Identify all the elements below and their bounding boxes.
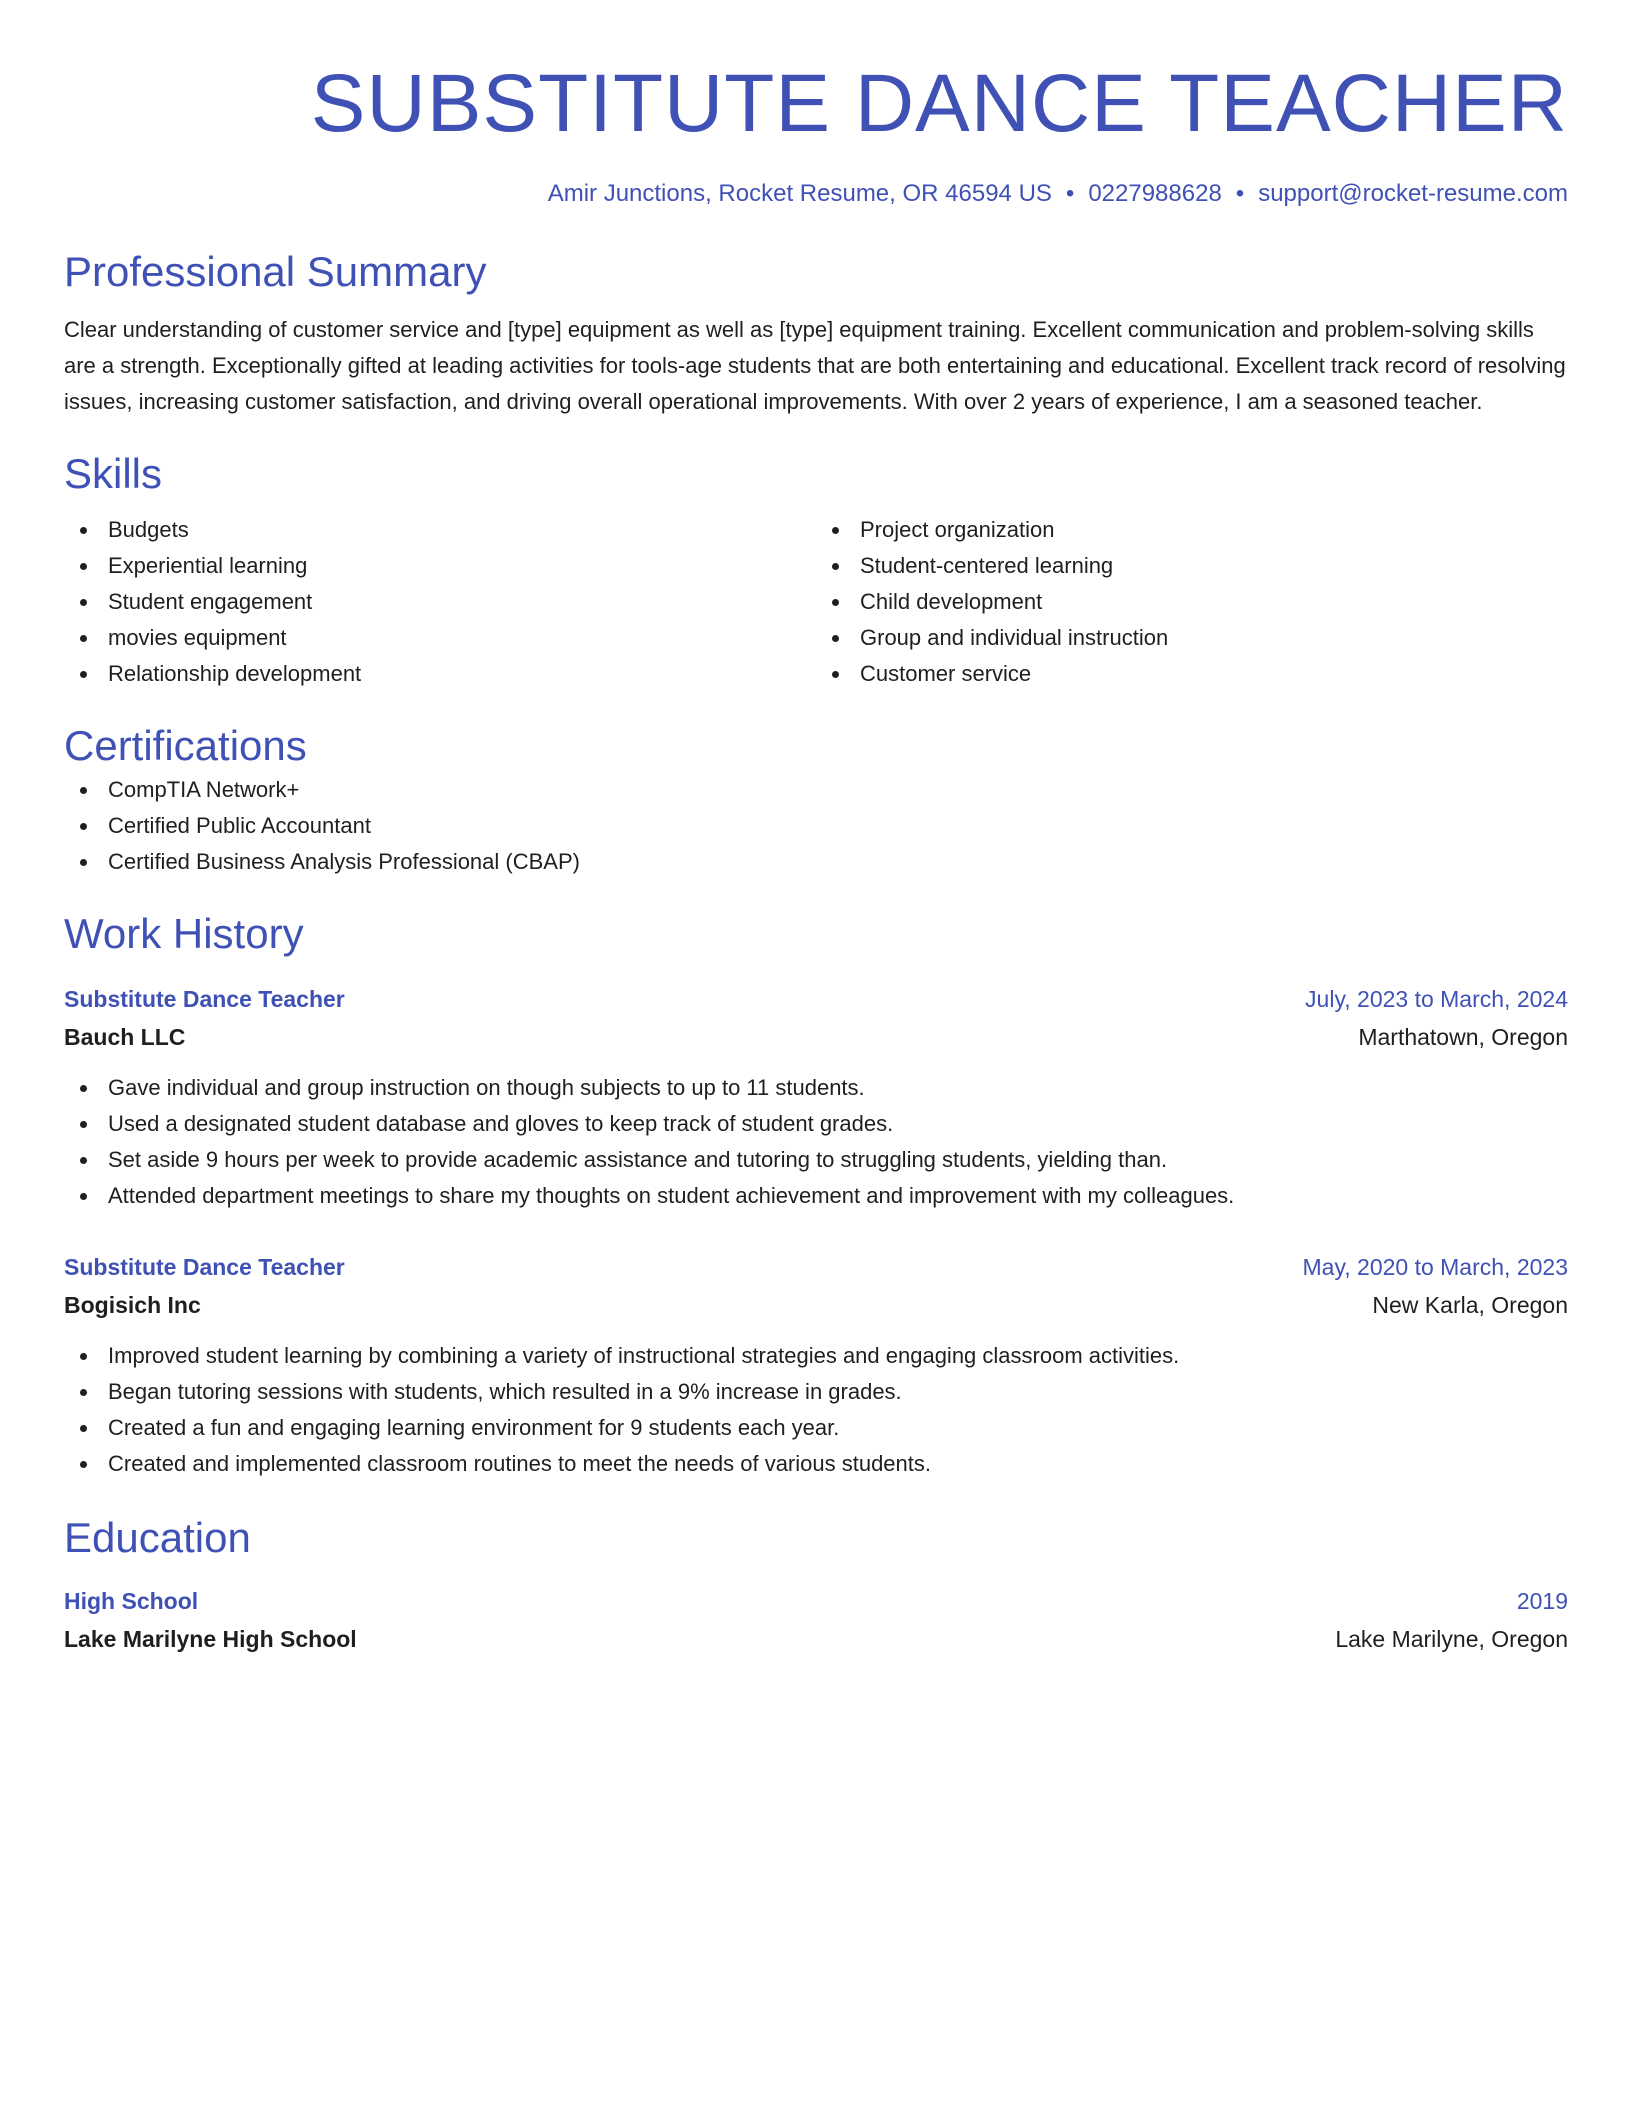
skill-item: Child development — [816, 584, 1568, 620]
job-bullets — [64, 1070, 1568, 1214]
certification-item: Certified Public Accountant — [64, 808, 1568, 844]
skill-item: Group and individual instruction — [816, 620, 1568, 656]
job-entry — [64, 1248, 1568, 1482]
job-bullet: Used a designated student database and gloves to keep track of student grades. — [64, 1106, 1568, 1142]
certifications-heading: Certifications — [64, 722, 307, 769]
skill-item: Budgets — [64, 512, 816, 548]
skill-item: Experiential learning — [64, 548, 816, 584]
summary-heading: Professional Summary — [64, 248, 487, 295]
skills-list-left — [64, 512, 816, 692]
job-bullets — [64, 1338, 1568, 1482]
job-company-row — [64, 1286, 1568, 1324]
skills-list-right — [816, 512, 1568, 692]
contact-separator: • — [1065, 180, 1075, 207]
contact-line — [64, 178, 1568, 210]
job-header-row — [64, 1248, 1568, 1286]
skills-column-left — [64, 512, 816, 692]
job-bullet: Attended department meetings to share my thoughts on student achievement and improvement with my colleagues. — [64, 1178, 1568, 1214]
certifications-list — [64, 772, 1568, 880]
resume-name: SUBSTITUTE DANCE TEACHER — [310, 58, 1568, 149]
contact-email[interactable]: support@rocket-resume.com — [1258, 180, 1568, 207]
job-company: Bogisich Inc — [64, 1292, 201, 1318]
education-school: Lake Marilyne High School — [64, 1626, 357, 1652]
education-heading: Education — [64, 1514, 251, 1561]
contact-address: Amir Junctions, Rocket Resume, OR 46594 US — [547, 180, 1052, 207]
job-entry — [64, 980, 1568, 1214]
job-dates: July, 2023 to March, 2024 — [1305, 986, 1568, 1012]
skill-item: Student-centered learning — [816, 548, 1568, 584]
job-bullet: Improved student learning by combining a variety of instructional strategies and engaging classroom activities. — [64, 1338, 1568, 1374]
education-location: Lake Marilyne, Oregon — [1335, 1626, 1568, 1652]
certification-item: CompTIA Network+ — [64, 772, 1568, 808]
job-location: Marthatown, Oregon — [1358, 1024, 1568, 1050]
contact-phone: 0227988628 — [1088, 180, 1222, 207]
skill-item: Relationship development — [64, 656, 816, 692]
work-history-heading: Work History — [64, 910, 304, 957]
education-header-row — [64, 1582, 1568, 1620]
job-bullet: Set aside 9 hours per week to provide academic assistance and tutoring to struggling students, yielding than. — [64, 1142, 1568, 1178]
skill-item: Project organization — [816, 512, 1568, 548]
job-title: Substitute Dance Teacher — [64, 1254, 345, 1280]
skill-item: movies equipment — [64, 620, 816, 656]
contact-separator: • — [1235, 180, 1245, 207]
education-school-row — [64, 1620, 1568, 1658]
skill-item: Customer service — [816, 656, 1568, 692]
job-bullet: Began tutoring sessions with students, which resulted in a 9% increase in grades. — [64, 1374, 1568, 1410]
job-company: Bauch LLC — [64, 1024, 186, 1050]
skills-heading: Skills — [64, 450, 163, 497]
job-bullet: Gave individual and group instruction on though subjects to up to 11 students. — [64, 1070, 1568, 1106]
resume-page — [64, 0, 1568, 1658]
certification-item: Certified Business Analysis Professional (CBAP) — [64, 844, 1568, 880]
job-dates: May, 2020 to March, 2023 — [1302, 1254, 1568, 1280]
job-title: Substitute Dance Teacher — [64, 986, 345, 1012]
job-location: New Karla, Oregon — [1372, 1292, 1568, 1318]
education-entry — [64, 1582, 1568, 1658]
skill-item: Student engagement — [64, 584, 816, 620]
job-company-row — [64, 1018, 1568, 1056]
skills-column-right — [816, 512, 1568, 692]
education-degree: High School — [64, 1588, 199, 1614]
education-year: 2019 — [1516, 1588, 1568, 1614]
job-bullet: Created a fun and engaging learning environment for 9 students each year. — [64, 1410, 1568, 1446]
skills-grid — [64, 512, 1568, 692]
job-bullet: Created and implemented classroom routines to meet the needs of various students. — [64, 1446, 1568, 1482]
summary-text: Clear understanding of customer service and [type] equipment as well as [type] equipment training. Excellent communication and problem-solving skills are a strength. Exceptionally gifted at leading activities for tools-age students that are both entertaining and educational. Excellent track record of resolving issues, increasing customer satisfaction, and driving overall operational improvements. With over 2 years of experience, I am a seasoned teacher. — [64, 317, 1566, 414]
job-header-row — [64, 980, 1568, 1018]
